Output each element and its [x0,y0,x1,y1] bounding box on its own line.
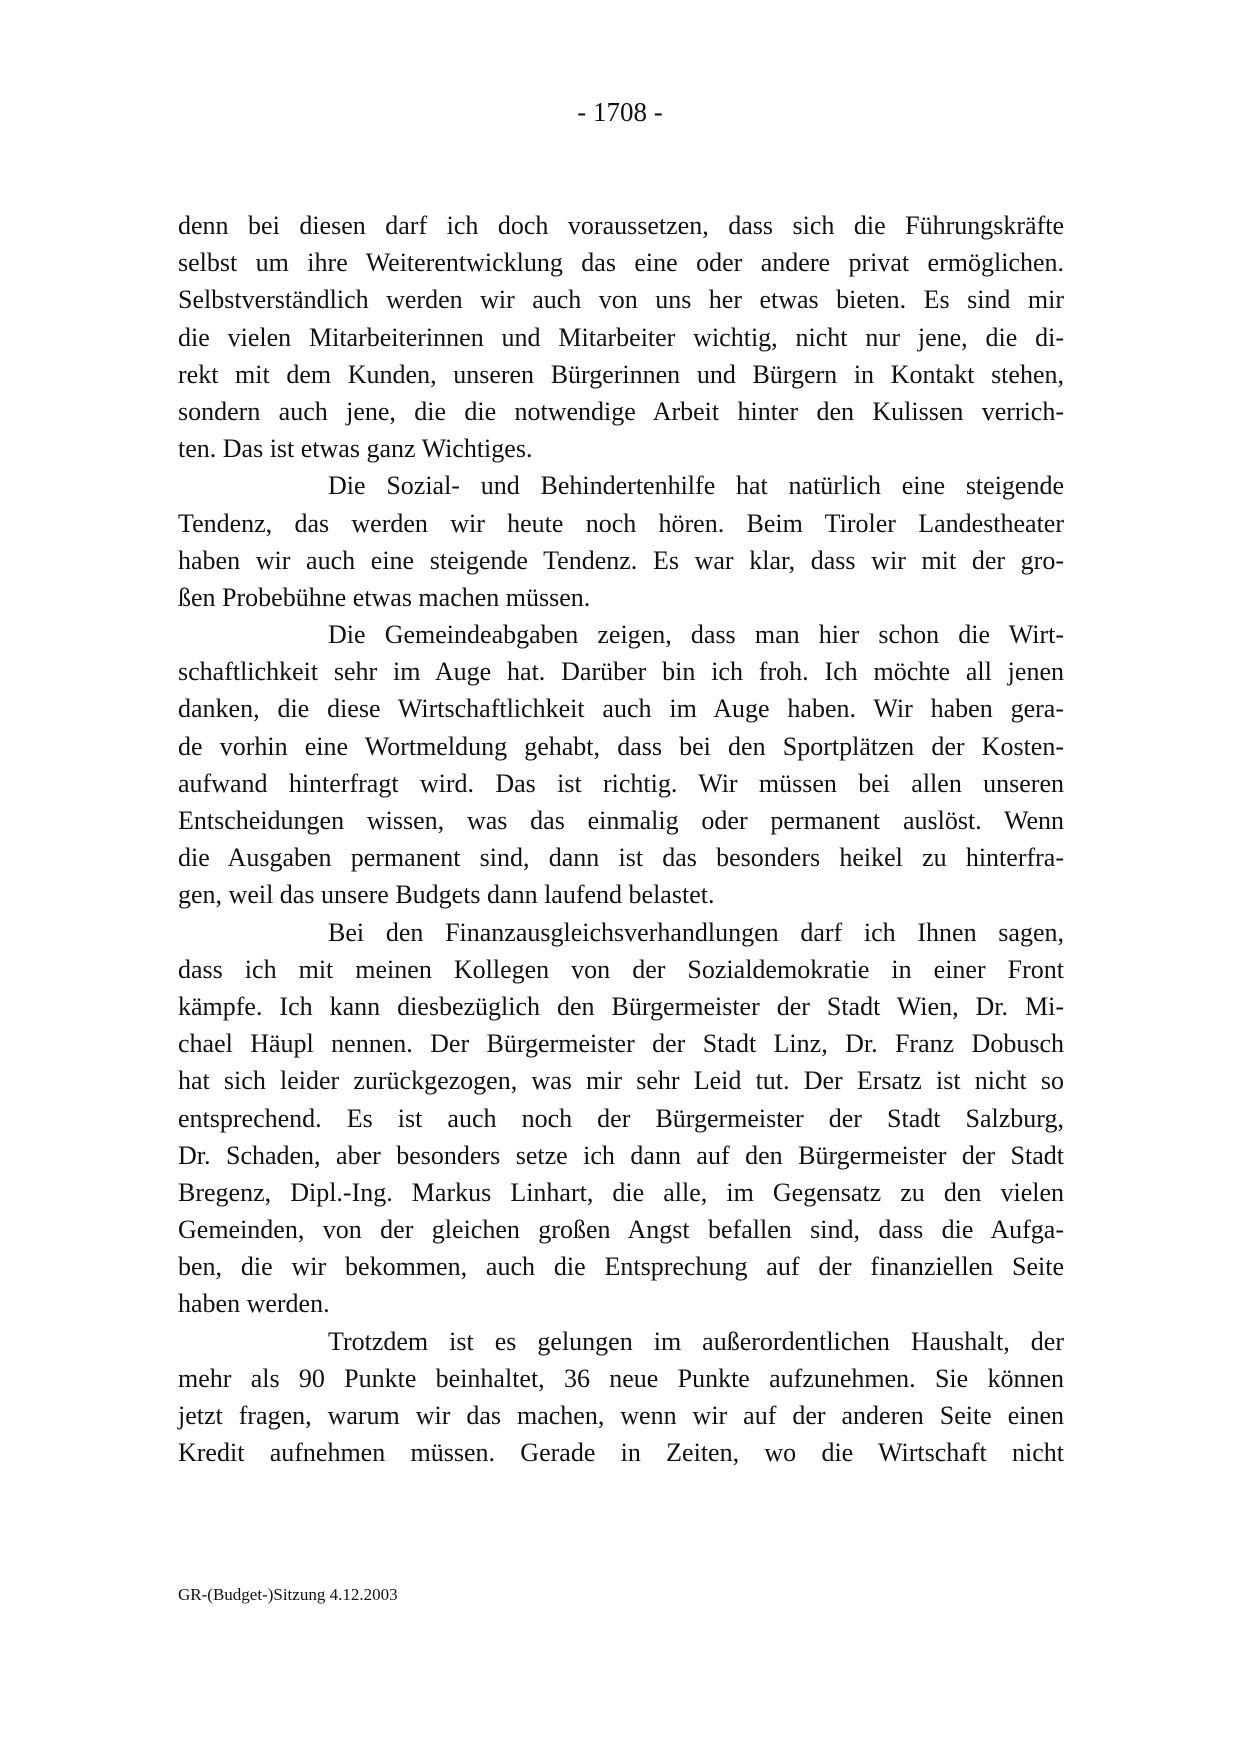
footer-session-date: GR-(Budget-)Sitzung 4.12.2003 [178,1585,398,1604]
text-line: dass ich mit meinen Kollegen von der Sozialdemokratie in einer Front [178,954,1064,984]
text-line: haben wir auch eine steigende Tendenz. Es war klar, dass wir mit der gro- [178,545,1064,575]
text-line: sondern auch jene, die die notwendige Arbeit hinter den Kulissen verrich- [178,396,1064,426]
text-line: Kredit aufnehmen müssen. Gerade in Zeiten, wo die Wirtschaft nicht [178,1438,1064,1468]
text-line: denn bei diesen darf ich doch voraussetzen, dass sich die Führungskräfte [178,211,1064,240]
text-line: Entscheidungen wissen, was das einmalig oder permanent auslöst. Wenn [178,806,1064,835]
text-line: Bregenz, Dipl.-Ing. Markus Linhart, die alle, im Gegensatz zu den vielen [178,1177,1064,1207]
text-line: selbst um ihre Weiterentwicklung das eine oder andere privat ermöglichen. [178,248,1064,278]
text-line: gen, weil das unsere Budgets dann laufend belastet. [178,880,715,910]
text-line: Dr. Schaden, aber besonders setze ich dann auf den Bürgermeister der Stadt [178,1140,1064,1170]
text-line: Bei den Finanzausgleichsverhandlungen darf ich Ihnen sagen, [328,917,1064,947]
text-line: schaftlichkeit sehr im Auge hat. Darüber bin ich froh. Ich möchte all jenen [178,657,1064,687]
text-line: entsprechend. Es ist auch noch der Bürgermeister der Stadt Salzburg, [178,1103,1064,1133]
text-line: haben werden. [178,1289,330,1319]
text-line: chael Häupl nennen. Der Bürgermeister der Stadt Linz, Dr. Franz Dobusch [178,1029,1064,1059]
text-line: Die Gemeindeabgaben zeigen, dass man hier schon die Wirt- [328,620,1064,650]
text-line: rekt mit dem Kunden, unseren Bürgerinnen und Bürgern in Kontakt stehen, [178,359,1064,389]
text-line: Tendenz, das werden wir heute noch hören. Beim Tiroler Landestheater [178,508,1064,538]
text-line: Selbstverständlich werden wir auch von uns her etwas bieten. Es sind mir [178,285,1064,315]
page-number: - 1708 - [577,97,663,127]
text-line: Trotzdem ist es gelungen im außerordentlichen Haushalt, der [328,1326,1064,1356]
text-line: kämpfe. Ich kann diesbezüglich den Bürgermeister der Stadt Wien, Dr. Mi- [178,991,1064,1021]
text-line: danken, die diese Wirtschaftlichkeit auch im Auge haben. Wir haben gera- [178,694,1064,724]
text-line: ben, die wir bekommen, auch die Entsprechung auf der finanziellen Seite [178,1252,1064,1282]
text-line: hat sich leider zurückgezogen, was mir sehr Leid tut. Der Ersatz ist nicht so [178,1066,1064,1096]
text-line: ßen Probebühne etwas machen müssen. [178,582,591,612]
text-line: de vorhin eine Wortmeldung gehabt, dass bei den Sportplätzen der Kosten- [178,731,1064,761]
text-line: ten. Das ist etwas ganz Wichtiges. [178,434,533,464]
text-line: die Ausgaben permanent sind, dann ist das besonders heikel zu hinterfra- [178,843,1064,873]
text-line: mehr als 90 Punkte beinhaltet, 36 neue Punkte aufzunehmen. Sie können [178,1363,1064,1393]
text-line: aufwand hinterfragt wird. Das ist richtig. Wir müssen bei allen unseren [178,768,1064,798]
text-line: die vielen Mitarbeiterinnen und Mitarbeiter wichtig, nicht nur jene, die di- [178,322,1064,352]
text-line: Gemeinden, von der gleichen großen Angst befallen sind, dass die Aufga- [178,1215,1064,1245]
text-line: Die Sozial- und Behindertenhilfe hat natürlich eine steigende [328,471,1064,501]
text-line: jetzt fragen, warum wir das machen, wenn wir auf der anderen Seite einen [178,1401,1064,1430]
body-text [178,207,1064,1471]
